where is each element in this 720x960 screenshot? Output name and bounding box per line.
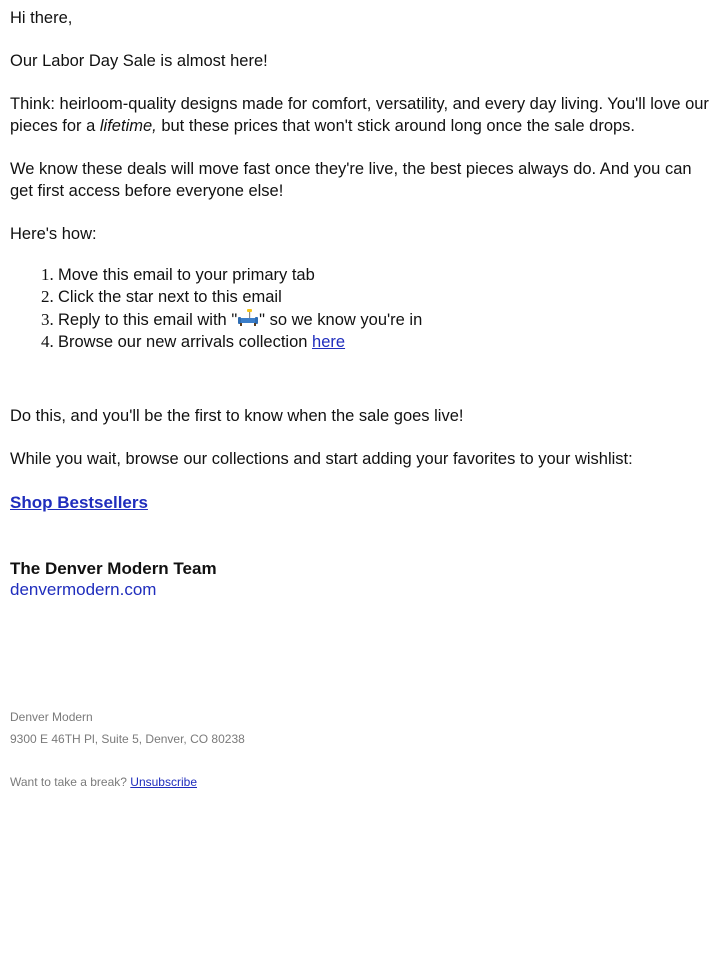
headline: Our Labor Day Sale is almost here! (10, 52, 268, 71)
intro-paragraph (10, 94, 710, 137)
new-arrivals-link[interactable]: here (312, 333, 346, 352)
wishlist-paragraph: While you wait, browse our collections and start adding your favorites to your wishlist: (10, 450, 633, 469)
steps-list (10, 264, 710, 354)
shop-link-wrap (10, 492, 710, 515)
step-3-text-a: Reply to this email with " (58, 310, 238, 329)
sale-live-paragraph: Do this, and you'll be the first to know when the sale goes live! (10, 406, 464, 425)
step-1-text: Move this email to your primary tab (58, 265, 315, 284)
heres-how: Here's how: (10, 224, 97, 243)
couch-and-lamp-icon (238, 309, 258, 327)
first-access-paragraph: We know these deals will move fast once they're live, the best pieces always do. And you can get first access before everyone else! (10, 160, 692, 200)
footer-company: Denver Modern (10, 710, 93, 725)
footer-break-text: Want to take a break? (10, 775, 131, 790)
step-2-text: Click the star next to this email (58, 288, 282, 307)
step-item-2 (58, 286, 710, 309)
signature-team: The Denver Modern Team (10, 558, 217, 578)
email-footer (10, 710, 710, 790)
signature-site-link[interactable]: denvermodern.com (10, 580, 157, 600)
intro-emphasis: lifetime, (99, 116, 157, 135)
footer-break (10, 775, 710, 790)
step-item-3 (58, 309, 710, 332)
step-4-text: Browse our new arrivals collection (58, 333, 313, 352)
unsubscribe-link[interactable]: Unsubscribe (130, 775, 197, 790)
greeting: Hi there, (10, 9, 73, 27)
intro-text-a: Think: heirloom-quality designs made for comfort, versatility, and every day living. You'll love our pieces for a (10, 95, 709, 135)
intro-text-b: but these prices that won't stick around long once the sale drops. (156, 116, 636, 135)
step-3-text-b: " so we know you're in (259, 310, 423, 329)
step-item-4 (58, 331, 710, 354)
shop-bestsellers-link[interactable]: Shop Bestsellers (10, 493, 148, 513)
step-item-1 (58, 264, 710, 287)
footer-address: 9300 E 46TH Pl, Suite 5, Denver, CO 80238 (10, 732, 245, 747)
